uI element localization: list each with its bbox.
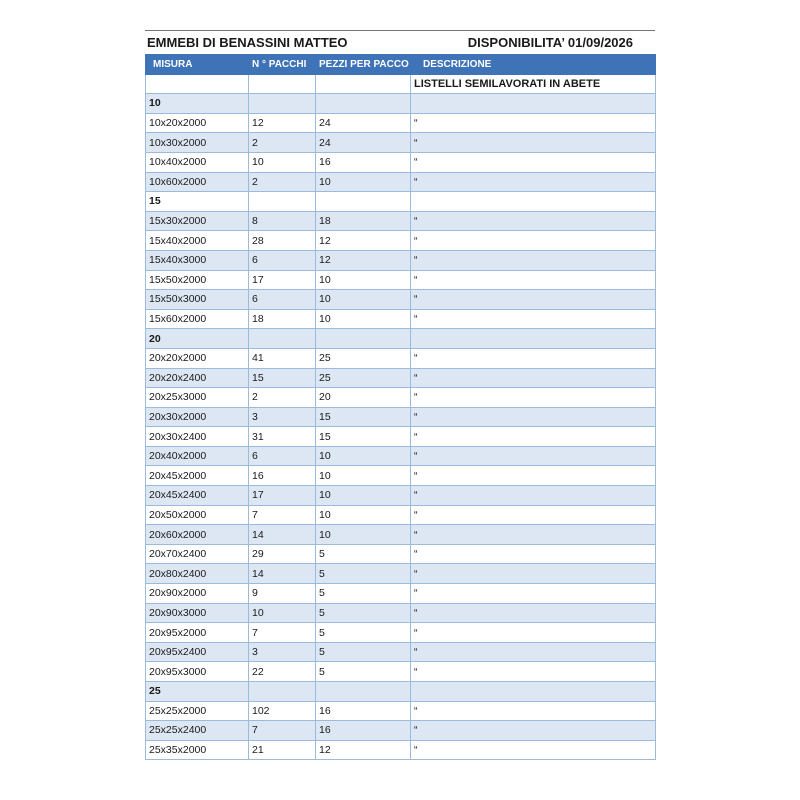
cell-misura: 20x40x2000 [146,446,249,466]
cell-pezzi: 18 [316,211,411,231]
cell-misura: 10x30x2000 [146,133,249,153]
cell-pezzi: 25 [316,348,411,368]
cell-misura: 20x20x2400 [146,368,249,388]
cell-pezzi: 10 [316,486,411,506]
cell-descrizione: “ [411,721,656,741]
cell-pacchi: 6 [249,250,316,270]
cell-misura: 15x50x3000 [146,290,249,310]
cell-descrizione: “ [411,740,656,760]
cell-misura: 20x25x3000 [146,388,249,408]
cell-pacchi: 7 [249,505,316,525]
table-row [146,721,656,741]
table-row [146,662,656,682]
table-row [146,348,656,368]
cell-pezzi: 5 [316,544,411,564]
cell-misura: 10 [146,94,249,114]
cell-misura: 20x30x2000 [146,407,249,427]
cell-pacchi: 7 [249,623,316,643]
cell-pacchi [249,94,316,114]
table-row [146,544,656,564]
cell-pacchi: 6 [249,446,316,466]
cell-descrizione: “ [411,348,656,368]
cell-descrizione: “ [411,290,656,310]
cell-descrizione: “ [411,152,656,172]
cell-descrizione: “ [411,446,656,466]
cell-pacchi [249,682,316,702]
cell-misura: 20x95x2000 [146,623,249,643]
cell-pacchi: 15 [249,368,316,388]
cell-pezzi: 10 [316,290,411,310]
cell-pezzi: 12 [316,250,411,270]
cell-misura: 20x90x2000 [146,584,249,604]
section-title-row [146,74,656,94]
cell-pezzi: 10 [316,446,411,466]
cell-descrizione: “ [411,603,656,623]
cell-misura: 15x40x2000 [146,231,249,251]
cell-misura: 20x60x2000 [146,525,249,545]
cell-descrizione [411,94,656,114]
cell-misura: 15x30x2000 [146,211,249,231]
cell-descrizione: “ [411,642,656,662]
cell-misura: 25 [146,682,249,702]
cell-descrizione [411,329,656,349]
cell-pezzi: 16 [316,701,411,721]
cell-pezzi: 24 [316,113,411,133]
cell-descrizione: “ [411,407,656,427]
column-header-misura: MISURA [146,55,249,75]
table-row [146,133,656,153]
cell-misura: 10x20x2000 [146,113,249,133]
cell-pacchi: 3 [249,407,316,427]
cell-misura: 15x40x3000 [146,250,249,270]
cell-misura [146,74,249,94]
cell-pezzi: 5 [316,564,411,584]
cell-descrizione: “ [411,113,656,133]
table-row [146,486,656,506]
cell-descrizione: “ [411,701,656,721]
table-row [146,250,656,270]
column-header-pacchi: N ° PACCHI [249,55,316,75]
cell-misura: 20x95x2400 [146,642,249,662]
table-row [146,466,656,486]
cell-descrizione: “ [411,368,656,388]
cell-pacchi: 2 [249,172,316,192]
cell-misura: 20x95x3000 [146,662,249,682]
availability-table [145,54,656,760]
cell-pacchi: 41 [249,348,316,368]
cell-pezzi: 15 [316,427,411,447]
table-row [146,231,656,251]
cell-pezzi [316,94,411,114]
table-body [146,74,656,760]
cell-pezzi: 5 [316,642,411,662]
cell-misura: 15 [146,192,249,212]
cell-pacchi: 21 [249,740,316,760]
cell-pacchi: 7 [249,721,316,741]
group-header-row [146,682,656,702]
cell-misura: 20x50x2000 [146,505,249,525]
cell-descrizione: “ [411,133,656,153]
table-row [146,211,656,231]
table-header-row [146,55,656,75]
cell-misura: 15x50x2000 [146,270,249,290]
cell-pacchi: 29 [249,544,316,564]
cell-pezzi: 10 [316,172,411,192]
table-row [146,172,656,192]
cell-pezzi [316,192,411,212]
cell-descrizione: “ [411,388,656,408]
cell-pezzi: 15 [316,407,411,427]
cell-pezzi: 10 [316,505,411,525]
cell-misura: 20x70x2400 [146,544,249,564]
table-row [146,388,656,408]
cell-pacchi: 2 [249,388,316,408]
cell-pezzi: 10 [316,525,411,545]
cell-pezzi: 10 [316,466,411,486]
company-name: EMMEBI DI BENASSINI MATTEO [147,35,348,50]
cell-pezzi [316,74,411,94]
table-row [146,701,656,721]
cell-descrizione: “ [411,211,656,231]
cell-misura: 20x45x2400 [146,486,249,506]
cell-descrizione: “ [411,466,656,486]
table-row [146,368,656,388]
cell-descrizione: “ [411,544,656,564]
cell-pezzi [316,682,411,702]
cell-descrizione: “ [411,505,656,525]
cell-pacchi: 10 [249,603,316,623]
table-row [146,152,656,172]
cell-descrizione: “ [411,662,656,682]
cell-pacchi: 9 [249,584,316,604]
cell-descrizione [411,682,656,702]
cell-pezzi: 10 [316,270,411,290]
cell-pezzi: 12 [316,740,411,760]
cell-pacchi: 22 [249,662,316,682]
cell-misura: 20x80x2400 [146,564,249,584]
cell-misura: 20x20x2000 [146,348,249,368]
cell-pezzi: 5 [316,603,411,623]
cell-misura: 15x60x2000 [146,309,249,329]
cell-misura: 10x40x2000 [146,152,249,172]
cell-descrizione: “ [411,584,656,604]
table-row [146,446,656,466]
cell-pezzi [316,329,411,349]
cell-descrizione: “ [411,250,656,270]
cell-misura: 25x35x2000 [146,740,249,760]
cell-descrizione [411,192,656,212]
cell-misura: 20 [146,329,249,349]
cell-pacchi: 18 [249,309,316,329]
cell-misura: 20x90x3000 [146,603,249,623]
cell-descrizione: “ [411,623,656,643]
cell-pacchi: 2 [249,133,316,153]
cell-pacchi: 17 [249,486,316,506]
cell-pacchi: 31 [249,427,316,447]
cell-pezzi: 20 [316,388,411,408]
cell-pezzi: 12 [316,231,411,251]
cell-pezzi: 25 [316,368,411,388]
cell-pezzi: 16 [316,152,411,172]
table-row [146,564,656,584]
cell-misura: 20x30x2400 [146,427,249,447]
cell-pacchi: 6 [249,290,316,310]
group-header-row [146,329,656,349]
cell-pacchi: 12 [249,113,316,133]
cell-pacchi [249,329,316,349]
table-row [146,642,656,662]
cell-descrizione: “ [411,486,656,506]
table-row [146,505,656,525]
table-row [146,427,656,447]
cell-descrizione: LISTELLI SEMILAVORATI IN ABETE [411,74,656,94]
cell-descrizione: “ [411,427,656,447]
table-row [146,623,656,643]
cell-pacchi: 8 [249,211,316,231]
cell-pezzi: 10 [316,309,411,329]
group-header-row [146,192,656,212]
cell-pacchi: 102 [249,701,316,721]
cell-misura: 25x25x2400 [146,721,249,741]
table-row [146,290,656,310]
table-row [146,584,656,604]
document-sheet [145,30,655,760]
table-row [146,740,656,760]
table-row [146,113,656,133]
cell-pezzi: 16 [316,721,411,741]
cell-descrizione: “ [411,564,656,584]
document-header [145,31,655,54]
cell-misura: 25x25x2000 [146,701,249,721]
cell-descrizione: “ [411,525,656,545]
cell-descrizione: “ [411,270,656,290]
cell-pacchi: 14 [249,564,316,584]
cell-descrizione: “ [411,172,656,192]
cell-pacchi: 10 [249,152,316,172]
cell-misura: 20x45x2000 [146,466,249,486]
cell-pezzi: 5 [316,662,411,682]
availability-date: DISPONIBILITA’ 01/09/2026 [467,35,633,50]
cell-pacchi: 17 [249,270,316,290]
cell-pacchi [249,74,316,94]
cell-pacchi: 28 [249,231,316,251]
table-row [146,525,656,545]
table-row [146,309,656,329]
cell-pezzi: 5 [316,584,411,604]
cell-pacchi: 16 [249,466,316,486]
cell-misura: 10x60x2000 [146,172,249,192]
column-header-descrizione: DESCRIZIONE [411,55,656,75]
cell-descrizione: “ [411,231,656,251]
cell-pacchi: 14 [249,525,316,545]
table-row [146,270,656,290]
table-row [146,603,656,623]
cell-pacchi: 3 [249,642,316,662]
cell-descrizione: “ [411,309,656,329]
cell-pacchi [249,192,316,212]
column-header-pezzi: PEZZI PER PACCO [316,55,411,75]
group-header-row [146,94,656,114]
cell-pezzi: 5 [316,623,411,643]
cell-pezzi: 24 [316,133,411,153]
table-row [146,407,656,427]
